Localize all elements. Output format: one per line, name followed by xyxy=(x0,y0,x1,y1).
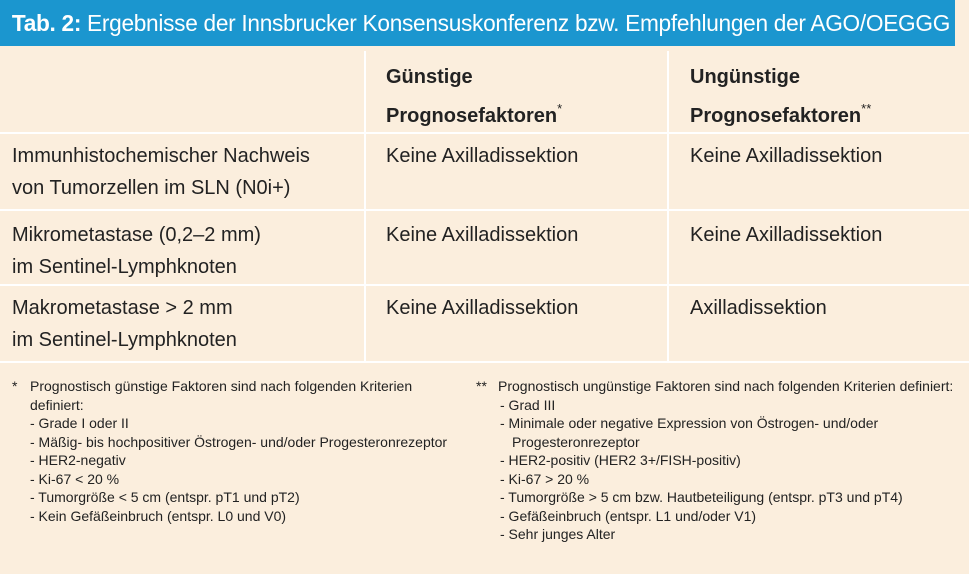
header-unfavorable-line2: Prognosefaktoren xyxy=(690,105,862,127)
cell-favorable: Keine Axilladissektion xyxy=(365,285,668,363)
header-unfavorable xyxy=(668,51,969,133)
list-item: - HER2-positiv (HER2 3+/FISH-positiv) xyxy=(500,452,741,468)
footnote-unfavorable-heading xyxy=(476,377,956,396)
row-label-line1: Makrometastase > 2 mm xyxy=(12,297,233,319)
footnote-favorable-mark: * xyxy=(12,378,18,394)
header-favorable-line2: Prognosefaktoren xyxy=(386,105,558,127)
header-row xyxy=(0,51,969,133)
header-cell-empty xyxy=(0,51,365,133)
row-label-line2: im Sentinel-Lymphknoten xyxy=(12,256,237,278)
table-bottom-divider xyxy=(0,361,969,363)
footnote-favorable xyxy=(12,377,452,525)
cell-unfavorable: Keine Axilladissektion xyxy=(668,133,969,210)
footnote-unfavorable-text: Prognostisch ungünstige Faktoren sind nach folgenden Kriterien definiert: xyxy=(498,378,954,394)
row-label-line1: Mikrometastase (0,2–2 mm) xyxy=(12,224,261,246)
row-label xyxy=(0,285,365,363)
cell-favorable: Keine Axilladissektion xyxy=(365,133,668,210)
cell-unfavorable: Keine Axilladissektion xyxy=(668,210,969,285)
list-item: - Grad III xyxy=(500,396,556,413)
footnote-favorable-text: Prognostisch günstige Faktoren sind nach folgenden Kriterien definiert: xyxy=(30,378,413,413)
table-row xyxy=(0,210,969,285)
list-item: - Tumorgröße < 5 cm (entspr. pT1 und pT2) xyxy=(30,489,300,505)
list-item: - Gefäßeinbruch (entspr. L1 und/oder V1) xyxy=(500,507,757,524)
cell-favorable: Keine Axilladissektion xyxy=(365,210,668,285)
footnote-unfavorable-mark: ** xyxy=(476,378,487,394)
row-label-line2: im Sentinel-Lymphknoten xyxy=(12,329,237,351)
table-title-text: Ergebnisse der Innsbrucker Konsensuskonferenz bzw. Empfehlungen der AGO/OEGGG xyxy=(87,9,951,36)
list-item: - Mäßig- bis hochpositiver Östrogen- und/oder Progesteronrezeptor xyxy=(30,433,448,450)
footnote-unfavorable xyxy=(476,377,956,544)
row-label xyxy=(0,133,365,210)
header-favorable-mark: * xyxy=(557,101,563,116)
header-unfavorable-mark: ** xyxy=(861,101,872,116)
row-label xyxy=(0,210,365,285)
list-item: - HER2-negativ xyxy=(30,452,126,468)
table-title xyxy=(0,0,955,46)
list-item: - Sehr junges Alter xyxy=(500,526,616,542)
list-item: - Minimale oder negative Expression von Östrogen- und/oder Progesteronrezeptor xyxy=(500,415,879,450)
header-favorable-line1: Günstige xyxy=(386,66,473,88)
list-item: - Tumorgröße > 5 cm bzw. Hautbeteiligung (entspr. pT3 und pT4) xyxy=(500,489,903,505)
table-row xyxy=(0,285,969,363)
row-label-line2: von Tumorzellen im SLN (N0i+) xyxy=(12,177,291,199)
list-item: - Kein Gefäßeinbruch (entspr. L0 und V0) xyxy=(30,507,287,524)
header-favorable xyxy=(365,51,668,133)
footnote-unfavorable-list xyxy=(476,396,956,544)
footnote-favorable-heading xyxy=(12,377,452,414)
list-item: - Ki-67 > 20 % xyxy=(500,470,590,487)
recommendations-table xyxy=(0,51,969,363)
list-item: - Grade I oder II xyxy=(30,415,129,431)
list-item: - Ki-67 < 20 % xyxy=(30,470,120,487)
row-label-line1: Immunhistochemischer Nachweis xyxy=(12,145,310,167)
header-unfavorable-line1: Ungünstige xyxy=(690,66,800,88)
table-number: Tab. 2: xyxy=(11,9,82,36)
table-row xyxy=(0,133,969,210)
cell-unfavorable: Axilladissektion xyxy=(668,285,969,363)
footnote-favorable-list xyxy=(12,414,452,525)
